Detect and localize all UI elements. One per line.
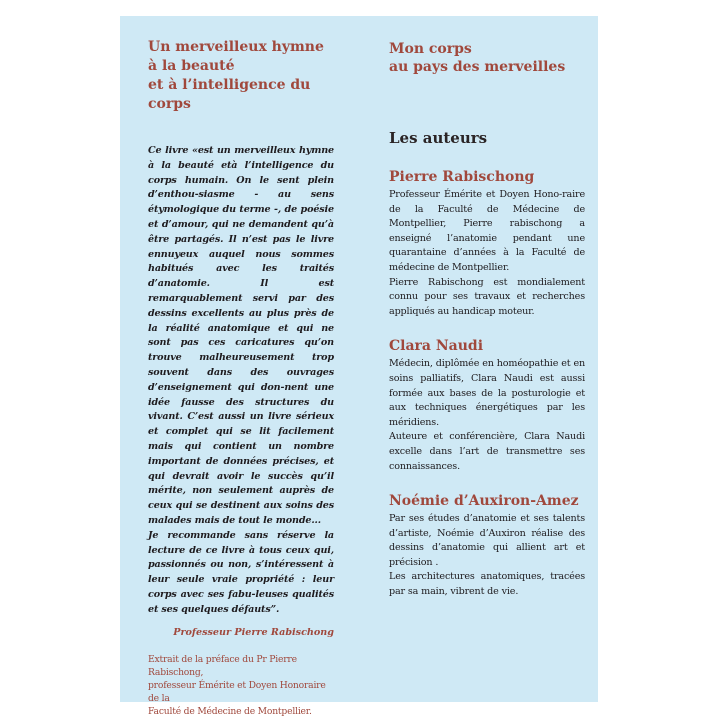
author-block (389, 492, 585, 600)
quote-author: Professeur Pierre Rabischong (173, 626, 334, 638)
authors-heading: Les auteurs (389, 129, 488, 147)
right-column (389, 40, 585, 600)
author-name: Pierre Rabischong (389, 169, 535, 185)
page-card (120, 16, 598, 717)
author-name: Noémie d’Auxiron-Amez (389, 493, 579, 510)
left-column (148, 38, 334, 718)
author-block (389, 337, 585, 474)
preface-source: Extrait de la préface du Pr Pierre Rabischong, professeur Émérite et Doyen Honoraire de la Faculté de Médecine de Montpellier. (148, 653, 326, 717)
preface-quote: Ce livre «est un merveilleux hymne à la beauté età l’intelligence du corps humain. On le sent plein d’enthou-siasme - au sens étymologique du terme -, de poésie et d’amour, qui ne demandent qu’à être partagés. Il n’est pas le livre ennuyeux auquel nous sommes habitués avec les traités d’anatomie. Il est remarquablement servi par des dessins excellents au plus près de la réalité anatomique et qui ne sont pas ces caricatures qu’on trouve malheureusement trop souvent dans des ouvrages d’enseignement qui don-nent une idée fausse des structures du vivant. C’est aussi un livre sérieux et complet qui se lit facilement mais qui contient un nombre important de données précises, et qui devrait avoir le succès qu’il mérite, non seulement auprès de ceux qui se destinent aux soins des malades mais de tout le monde... Je recommande sans réserve la lecture de ce livre à tous ceux qui, passionnés ou non, s’intéressent à leur seule vraie propriété : leur corps avec ses fabu-leuses qualités et ses quelques défauts”. (148, 145, 334, 615)
author-bio: Professeur Émérite et Doyen Hono-raire de la Faculté de Médecine de Montpellier, Pierre rabischong a enseigné l’anatomie pendant une quarantaine d’années à la Faculté de médecine de Montpellier. Pierre Rabischong est mondialement connu pour ses travaux et recherches appliqués au handicap moteur. (389, 189, 585, 317)
author-bio: Par ses études d’anatomie et ses talents d’artiste, Noémie d’Auxiron réalise des dessins d’anatomie qui allient art et précision . Les architectures anatomiques, tracées par sa main, vibrent de vie. (389, 513, 585, 598)
book-title: Mon corps au pays des merveilles (389, 41, 566, 75)
author-block (389, 168, 585, 319)
author-bio: Médecin, diplômée en homéopathie et en soins palliatifs, Clara Naudi est aussi formée aux bases de la posturologie et aux techniques énergétiques par les méridiens. Auteure et conférencière, Clara Naudi excelle dans l’art de transmettre ses connaissances. (389, 358, 585, 472)
headline: Un merveilleux hymne à la beauté et à l’intelligence du corps (148, 39, 324, 112)
author-name: Clara Naudi (389, 338, 484, 355)
